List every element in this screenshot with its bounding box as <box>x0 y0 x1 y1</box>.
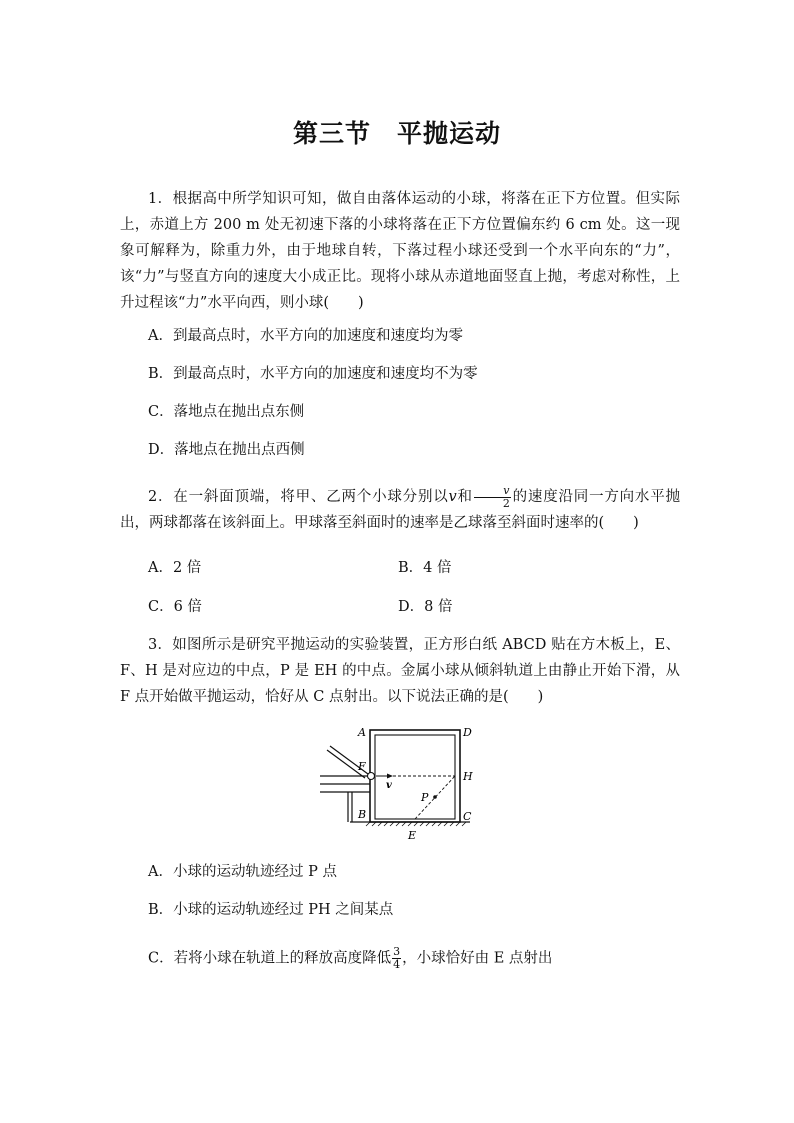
label-h: H <box>463 770 473 783</box>
q2-fraction <box>474 485 511 510</box>
label-c: C <box>463 810 472 823</box>
q1-option-b: B．到最高点时，水平方向的加速度和速度均不为零 <box>148 366 478 382</box>
label-f: F <box>358 760 366 773</box>
q1-option-d: D．落地点在抛出点西侧 <box>148 442 305 458</box>
q3-option-c-denominator: 4 <box>393 958 401 971</box>
q2-fraction-numerator: v <box>474 485 511 498</box>
q1-option-a: A．到最高点时，水平方向的加速度和速度均为零 <box>148 328 463 344</box>
q3-option-c-fraction <box>392 946 401 971</box>
question-1-stem: 1．根据高中所学知识可知，做自由落体运动的小球，将落在正下方位置。但实际上，赤道上方 200 m 处无初速下落的小球将落在正下方位置偏东约 6 cm 处。这一现象可解释为，除重力外，由于地球自转，下落过程小球还受到一个水平向东的“力”，该“力”与竖直方向的速度大小成正比。现将小球从赤道地面竖直上抛，考虑对称性，上升过程该“力”水平向西，则小球( ) <box>120 191 680 311</box>
point-p-dot <box>433 795 437 799</box>
q3-option-c-numerator: 3 <box>393 945 401 958</box>
label-a: A <box>358 726 366 739</box>
q2-fraction-denominator: 2 <box>502 496 510 510</box>
metal-ball <box>368 773 375 780</box>
q3-option-b: B．小球的运动轨迹经过 PH 之间某点 <box>148 902 394 918</box>
velocity-arrowhead <box>387 774 393 779</box>
question-2-stem <box>120 484 680 536</box>
question-3-stem: 3．如图所示是研究平抛运动的实验装置，正方形白纸 ABCD 贴在方木板上，E、F、H 是对应边的中点，P 是 EH 的中点。金属小球从倾斜轨道上由静止开始下滑，从 F 点开始做平抛运动，恰好从 C 点射出。以下说法正确的是( ) <box>120 637 680 705</box>
q2-option-d: D．8 倍 <box>398 599 453 615</box>
label-v: v <box>386 780 392 791</box>
q1-option-c: C．落地点在抛出点东侧 <box>148 404 305 420</box>
q3-option-c-part-a: C．若将小球在轨道上的释放高度降低 <box>148 950 392 967</box>
q2-option-c: C．6 倍 <box>148 599 202 615</box>
label-e: E <box>408 829 417 842</box>
q2-option-b: B．4 倍 <box>398 560 452 576</box>
q2-velocity-symbol: v <box>448 489 457 505</box>
page-title: 第三节 平抛运动 <box>292 119 501 148</box>
q2-stem-part-b: 的速度沿同一方向水平抛出，两球都落在该斜面上。甲球落至斜面时的速率是乙球落至斜面时速率的( ) <box>120 489 681 531</box>
q3-option-a: A．小球的运动轨迹经过 P 点 <box>148 864 337 880</box>
label-b: B <box>358 808 367 821</box>
q2-and: 和 <box>456 489 473 505</box>
q2-stem-part-a: 2．在一斜面顶端，将甲、乙两个小球分别以 <box>148 489 449 505</box>
q3-option-c-part-b: ，小球恰好由 E 点射出 <box>402 950 553 967</box>
experiment-figure <box>320 722 480 844</box>
q3-option-c <box>148 946 552 971</box>
label-d: D <box>463 726 472 739</box>
q2-option-a: A．2 倍 <box>148 560 202 576</box>
label-p: P <box>421 791 429 804</box>
